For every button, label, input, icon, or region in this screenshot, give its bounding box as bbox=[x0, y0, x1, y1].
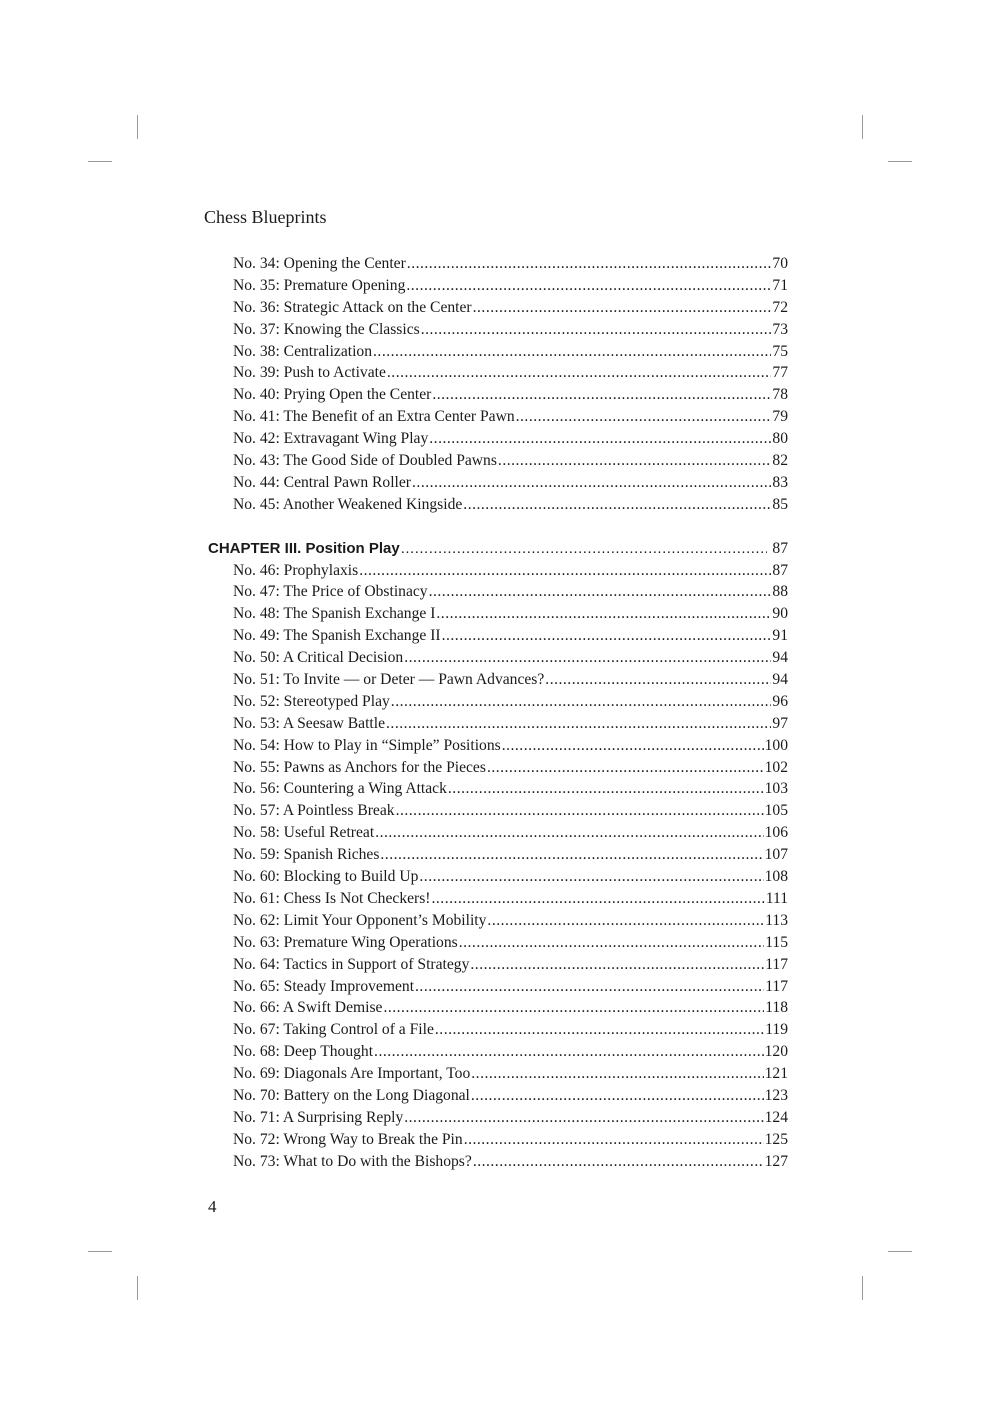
dot-leader bbox=[387, 364, 772, 382]
toc-entry-title: No. 63: Premature Wing Operations bbox=[233, 933, 458, 951]
toc-entry-title: No. 69: Diagonals Are Important, Too bbox=[233, 1065, 471, 1083]
toc-entry[interactable] bbox=[208, 1065, 788, 1087]
crop-mark-top-right-horizontal bbox=[888, 161, 912, 162]
dot-leader bbox=[448, 780, 764, 798]
dot-leader bbox=[421, 321, 772, 339]
toc-entry-page: 75 bbox=[772, 342, 788, 360]
toc-entry-title: No. 49: The Spanish Exchange II bbox=[233, 627, 441, 645]
toc-entry[interactable] bbox=[208, 934, 788, 956]
toc-entry[interactable] bbox=[208, 693, 788, 715]
toc-entry-title: No. 46: Prophylaxis bbox=[233, 561, 359, 579]
dot-leader bbox=[432, 386, 771, 404]
toc-entry-title: No. 34: Opening the Center bbox=[233, 255, 406, 272]
dot-leader bbox=[429, 583, 772, 601]
toc-entry[interactable] bbox=[208, 868, 788, 890]
toc-entry-page: 71 bbox=[772, 276, 788, 294]
crop-mark-bottom-right-vertical bbox=[862, 1276, 863, 1300]
dot-leader bbox=[401, 540, 768, 557]
toc-entry[interactable] bbox=[208, 321, 788, 343]
toc-entry[interactable] bbox=[208, 452, 788, 474]
dot-leader bbox=[463, 496, 771, 514]
dot-leader bbox=[429, 430, 771, 448]
toc-entry[interactable] bbox=[208, 912, 788, 934]
toc-entry-page: 90 bbox=[772, 605, 788, 623]
dot-leader bbox=[374, 1043, 764, 1061]
dot-leader bbox=[464, 1131, 764, 1149]
toc-entry-title: No. 61: Chess Is Not Checkers! bbox=[233, 889, 431, 907]
toc-entry-page: 111 bbox=[765, 889, 788, 907]
dot-leader bbox=[407, 255, 772, 273]
toc-entry-page: 102 bbox=[764, 758, 788, 776]
toc-entry[interactable] bbox=[208, 649, 788, 671]
table-of-contents bbox=[208, 255, 788, 1175]
toc-entry[interactable] bbox=[208, 430, 788, 452]
dot-leader bbox=[359, 562, 771, 580]
toc-entry-title: No. 67: Taking Control of a File bbox=[233, 1021, 434, 1039]
toc-entry[interactable] bbox=[208, 999, 788, 1021]
toc-entry-title: No. 57: A Pointless Break bbox=[233, 802, 395, 820]
toc-entry[interactable] bbox=[208, 956, 788, 978]
toc-entry-page: 77 bbox=[772, 364, 788, 382]
toc-entry[interactable] bbox=[208, 715, 788, 737]
toc-entry[interactable] bbox=[208, 780, 788, 802]
toc-entry[interactable] bbox=[208, 255, 788, 277]
dot-leader bbox=[406, 277, 771, 295]
toc-entry-title: No. 45: Another Weakened Kingside bbox=[233, 495, 463, 513]
toc-entry[interactable] bbox=[208, 671, 788, 693]
toc-entry[interactable] bbox=[208, 299, 788, 321]
toc-entry-page: 121 bbox=[764, 1065, 788, 1083]
toc-entry-title: No. 37: Knowing the Classics bbox=[233, 320, 420, 338]
toc-entry-page: 127 bbox=[764, 1152, 788, 1170]
toc-entry-title: No. 42: Extravagant Wing Play bbox=[233, 430, 429, 448]
toc-entry-title: No. 53: A Seesaw Battle bbox=[233, 714, 386, 732]
toc-entry-page: 120 bbox=[764, 1043, 788, 1061]
toc-entry-page: 80 bbox=[772, 430, 788, 448]
toc-entry-title: No. 66: A Swift Demise bbox=[233, 999, 383, 1017]
toc-entry[interactable] bbox=[208, 1131, 788, 1153]
crop-mark-top-left-horizontal bbox=[88, 161, 112, 162]
toc-entry-page: 123 bbox=[764, 1086, 788, 1104]
dot-leader bbox=[391, 693, 772, 711]
toc-entry[interactable] bbox=[208, 496, 788, 518]
toc-entry[interactable] bbox=[208, 1087, 788, 1109]
toc-entry-page: 96 bbox=[772, 692, 788, 710]
toc-entry[interactable] bbox=[208, 474, 788, 496]
toc-entry[interactable] bbox=[208, 627, 788, 649]
dot-leader bbox=[498, 452, 771, 470]
toc-entry-title: No. 72: Wrong Way to Break the Pin bbox=[233, 1130, 463, 1148]
toc-entry[interactable] bbox=[208, 1153, 788, 1175]
dot-leader bbox=[516, 408, 772, 426]
toc-entry-title: No. 59: Spanish Riches bbox=[233, 846, 380, 864]
toc-entry-title: No. 71: A Surprising Reply bbox=[233, 1108, 404, 1126]
dot-leader bbox=[404, 1109, 763, 1127]
page-number: 4 bbox=[208, 1197, 217, 1216]
dot-leader bbox=[473, 1153, 764, 1171]
toc-entry-page: 118 bbox=[765, 999, 788, 1017]
dot-leader bbox=[412, 474, 771, 492]
toc-entry[interactable] bbox=[208, 562, 788, 584]
toc-entry[interactable] bbox=[208, 737, 788, 759]
toc-entry-page: 79 bbox=[772, 408, 788, 426]
crop-mark-bottom-right-horizontal bbox=[888, 1251, 912, 1252]
toc-entry[interactable] bbox=[208, 1109, 788, 1131]
toc-entry[interactable] bbox=[208, 890, 788, 912]
toc-entry[interactable] bbox=[208, 605, 788, 627]
toc-chapter-heading[interactable] bbox=[208, 540, 788, 562]
toc-entry-page: 124 bbox=[764, 1108, 788, 1126]
toc-entry-page: 82 bbox=[772, 452, 788, 470]
toc-entry-page: 97 bbox=[772, 714, 788, 732]
toc-entry-title: No. 36: Strategic Attack on the Center bbox=[233, 298, 472, 316]
toc-entry-title: No. 35: Premature Opening bbox=[233, 276, 406, 294]
toc-entry-title: No. 54: How to Play in “Simple” Positions bbox=[233, 736, 501, 754]
toc-entry-page: 119 bbox=[765, 1021, 788, 1039]
dot-leader bbox=[545, 671, 771, 689]
toc-entry-page: 107 bbox=[764, 846, 788, 864]
toc-entry-title: No. 60: Blocking to Build Up bbox=[233, 868, 419, 886]
toc-entry-page: 73 bbox=[772, 320, 788, 338]
toc-entry-title: No. 64: Tactics in Support of Strategy bbox=[233, 955, 470, 973]
toc-entry-title: No. 39: Push to Activate bbox=[233, 364, 386, 382]
toc-entry-title: No. 65: Steady Improvement bbox=[233, 977, 415, 995]
toc-entry[interactable] bbox=[208, 978, 788, 1000]
toc-entry[interactable] bbox=[208, 1021, 788, 1043]
toc-entry-title: No. 56: Countering a Wing Attack bbox=[233, 780, 447, 798]
toc-entry-title: No. 62: Limit Your Opponent’s Mobility bbox=[233, 911, 487, 929]
chapter-title: CHAPTER III. Position Play bbox=[208, 539, 400, 557]
toc-entry-page: 100 bbox=[764, 736, 788, 754]
toc-entry-title: No. 43: The Good Side of Doubled Pawns bbox=[233, 452, 497, 470]
dot-leader bbox=[442, 627, 772, 645]
dot-leader bbox=[471, 1065, 763, 1083]
dot-leader bbox=[459, 934, 764, 952]
toc-entry-title: No. 70: Battery on the Long Diagonal bbox=[233, 1086, 470, 1104]
dot-leader bbox=[380, 846, 763, 864]
toc-entry-page: 72 bbox=[772, 298, 788, 316]
dot-leader bbox=[375, 824, 763, 842]
toc-entry[interactable] bbox=[208, 364, 788, 386]
dot-leader bbox=[470, 956, 764, 974]
toc-entry[interactable] bbox=[208, 343, 788, 365]
toc-entry-page: 105 bbox=[764, 802, 788, 820]
dot-leader bbox=[404, 649, 771, 667]
toc-entry[interactable] bbox=[208, 846, 788, 868]
dot-leader bbox=[487, 759, 764, 777]
running-head: Chess Blueprints bbox=[204, 207, 327, 227]
toc-entry-title: No. 73: What to Do with the Bishops? bbox=[233, 1152, 472, 1170]
dot-leader bbox=[487, 912, 764, 930]
toc-entry-page: 78 bbox=[772, 386, 788, 404]
dot-leader bbox=[436, 605, 771, 623]
toc-entry[interactable] bbox=[208, 1043, 788, 1065]
toc-entry[interactable] bbox=[208, 583, 788, 605]
toc-entry[interactable] bbox=[208, 759, 788, 781]
toc-entry-title: No. 38: Centralization bbox=[233, 342, 373, 360]
toc-entry-title: No. 50: A Critical Decision bbox=[233, 649, 404, 667]
toc-entry-title: No. 44: Central Pawn Roller bbox=[233, 473, 412, 491]
toc-spacer bbox=[208, 518, 788, 540]
dot-leader bbox=[419, 868, 763, 886]
dot-leader bbox=[432, 890, 765, 908]
toc-entry-page: 85 bbox=[772, 495, 788, 513]
dot-leader bbox=[502, 737, 764, 755]
dot-leader bbox=[473, 299, 772, 317]
toc-entry-page: 87 bbox=[772, 561, 788, 579]
toc-entry-title: No. 41: The Benefit of an Extra Center Pawn bbox=[233, 408, 515, 426]
toc-entry-page: 88 bbox=[772, 583, 788, 601]
toc-entry-page: 106 bbox=[764, 824, 788, 842]
toc-entry[interactable] bbox=[208, 277, 788, 299]
toc-entry-page: 103 bbox=[764, 780, 788, 798]
chapter-page: 87 bbox=[772, 539, 788, 557]
toc-entry-page: 70 bbox=[772, 255, 788, 272]
dot-leader bbox=[386, 715, 771, 733]
toc-entry-title: No. 52: Stereotyped Play bbox=[233, 692, 390, 710]
toc-entry-page: 91 bbox=[772, 627, 788, 645]
toc-entry-page: 117 bbox=[765, 977, 788, 995]
dot-leader bbox=[373, 343, 771, 361]
toc-entry-title: No. 55: Pawns as Anchors for the Pieces bbox=[233, 758, 486, 776]
dot-leader bbox=[471, 1087, 764, 1105]
crop-mark-top-left-vertical bbox=[137, 115, 138, 139]
toc-entry-title: No. 51: To Invite — or Deter — Pawn Advances? bbox=[233, 671, 545, 689]
toc-entry[interactable] bbox=[208, 408, 788, 430]
toc-entry-page: 117 bbox=[765, 955, 788, 973]
crop-mark-bottom-left-vertical bbox=[137, 1276, 138, 1300]
toc-entry-title: No. 47: The Price of Obstinacy bbox=[233, 583, 428, 601]
toc-entry-page: 125 bbox=[764, 1130, 788, 1148]
toc-entry-page: 113 bbox=[765, 911, 788, 929]
toc-entry-page: 94 bbox=[772, 671, 788, 689]
toc-entry-page: 115 bbox=[765, 933, 788, 951]
dot-leader bbox=[435, 1021, 764, 1039]
toc-entry-page: 94 bbox=[772, 649, 788, 667]
toc-entry-title: No. 48: The Spanish Exchange I bbox=[233, 605, 436, 623]
toc-entry[interactable] bbox=[208, 802, 788, 824]
toc-entry[interactable] bbox=[208, 386, 788, 408]
toc-entry[interactable] bbox=[208, 824, 788, 846]
dot-leader bbox=[396, 802, 764, 820]
crop-mark-top-right-vertical bbox=[862, 115, 863, 139]
dot-leader bbox=[415, 978, 764, 996]
toc-entry-title: No. 68: Deep Thought bbox=[233, 1043, 374, 1061]
crop-mark-bottom-left-horizontal bbox=[88, 1251, 112, 1252]
toc-entry-title: No. 40: Prying Open the Center bbox=[233, 386, 432, 404]
dot-leader bbox=[383, 999, 764, 1017]
toc-entry-page: 108 bbox=[764, 868, 788, 886]
toc-entry-title: No. 58: Useful Retreat bbox=[233, 824, 375, 842]
toc-entry-page: 83 bbox=[772, 473, 788, 491]
